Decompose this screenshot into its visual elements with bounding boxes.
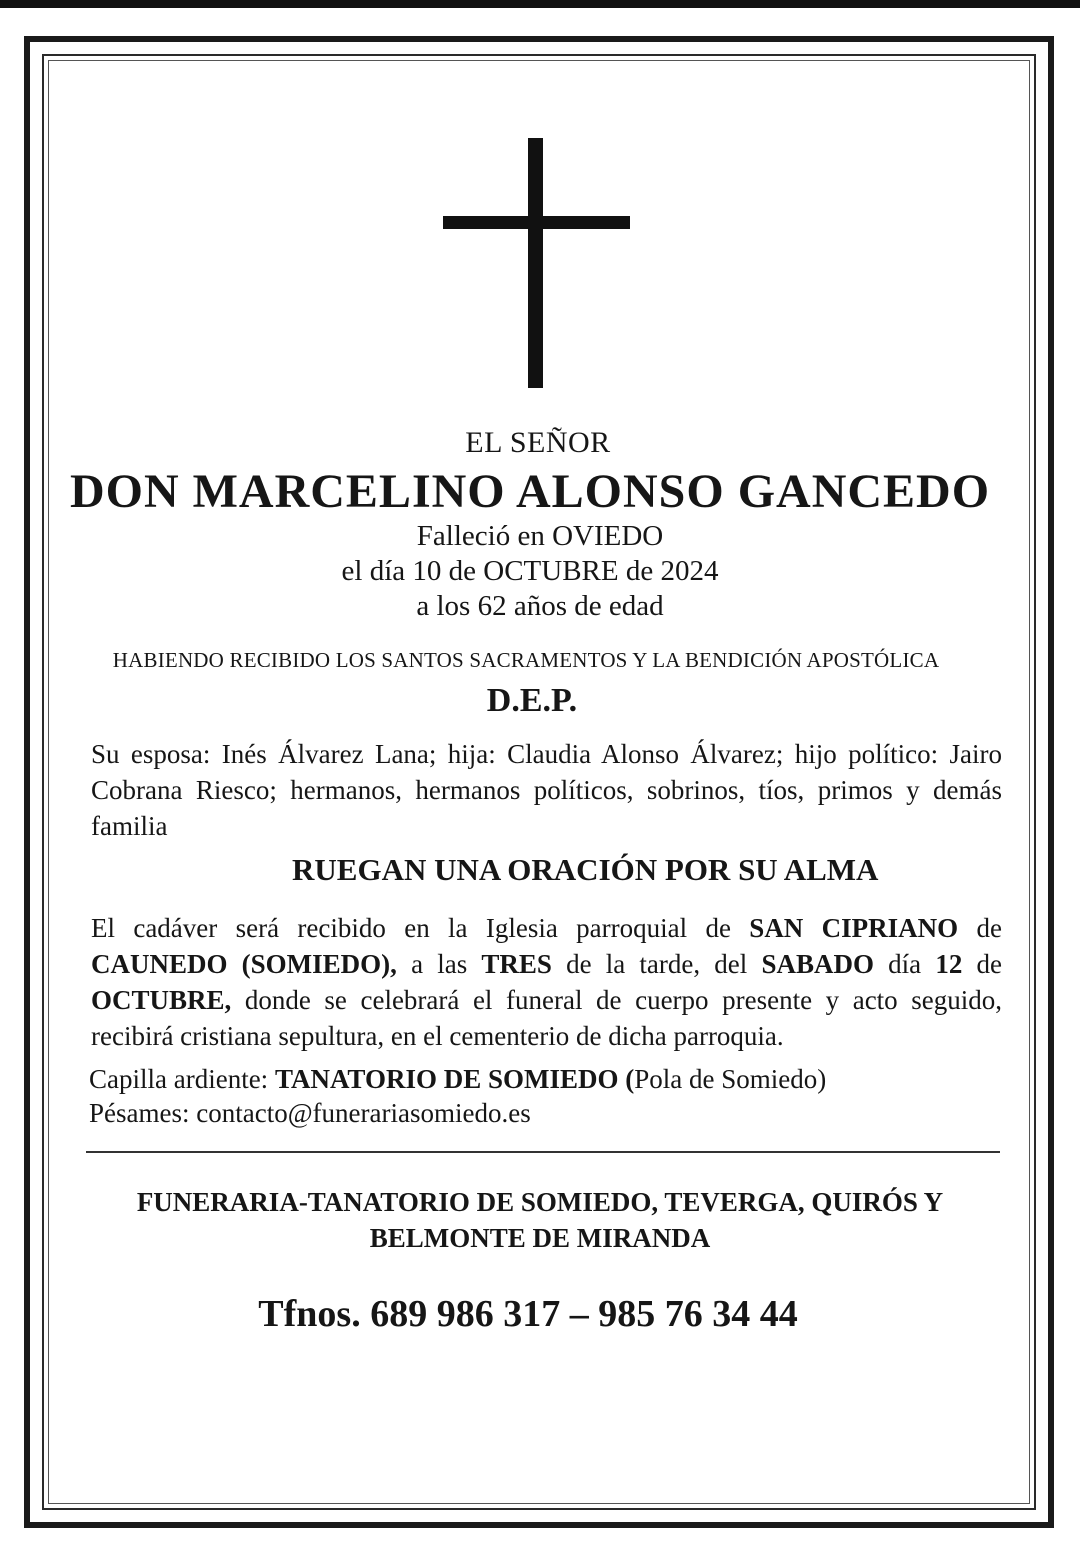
funeral-text: donde se celebrará el funeral de cuerpo presente y acto seguido, recibirá cristiana sepultura, en el cementerio de dicha parroquia. — [91, 985, 1002, 1051]
funeral-day: SABADO — [761, 949, 874, 979]
death-place: Falleció en OVIEDO — [416, 520, 664, 552]
deceased-name: DON MARCELINO ALONSO GANCEDO — [69, 465, 991, 518]
cross-icon — [0, 0, 1080, 400]
divider — [86, 1151, 1000, 1153]
chapel-paren: ( — [618, 1064, 635, 1094]
funeral-text: de — [958, 913, 1002, 943]
phone-numbers: Tfnos. 689 986 317 – 985 76 34 44 — [258, 1293, 798, 1335]
sacraments-line: HABIENDO RECIBIDO LOS SANTOS SACRAMENTOS Y LA BENDICIÓN APOSTÓLICA — [112, 648, 940, 672]
chapel-label: Capilla ardiente: — [89, 1064, 275, 1094]
church-place: CAUNEDO (SOMIEDO), — [91, 949, 397, 979]
funeral-daynum: 12 — [935, 949, 963, 979]
funeral-text: día — [874, 949, 936, 979]
funeral-text: El cadáver será recibido en la Iglesia parroquial de — [91, 913, 750, 943]
company-line-2: BELMONTE DE MIRANDA — [369, 1223, 711, 1253]
company-line-1: FUNERARIA-TANATORIO DE SOMIEDO, TEVERGA, QUIRÓS Y — [136, 1187, 944, 1217]
title-prefix: EL SEÑOR — [465, 426, 611, 459]
family-paragraph: Su esposa: Inés Álvarez Lana; hija: Claudia Alonso Álvarez; hijo político: Jairo Cobrana Riesco; hermanos, hermanos políticos, sobrinos, tíos, primos y demás familia — [91, 739, 1002, 841]
age: a los 62 años de edad — [416, 590, 664, 622]
company-name — [0, 1184, 1080, 1256]
cross-horizontal — [443, 216, 630, 229]
funeral-text: de la tarde, del — [551, 949, 762, 979]
funeral-month: OCTUBRE, — [91, 985, 232, 1015]
funeral-text: a las — [396, 949, 482, 979]
cross-vertical — [528, 138, 543, 388]
chapel-name: TANATORIO DE SOMIEDO — [274, 1064, 619, 1094]
chapel-info — [89, 1062, 826, 1130]
prayer-request: RUEGAN UNA ORACIÓN POR SU ALMA — [292, 852, 879, 887]
dep-text: D.E.P. — [486, 682, 578, 719]
funeral-hour: TRES — [481, 949, 552, 979]
condolences-line: Pésames: contacto@funerariasomiedo.es — [89, 1098, 531, 1128]
funeral-paragraph — [91, 910, 1002, 1054]
church-name: SAN CIPRIANO — [749, 913, 959, 943]
chapel-line — [89, 1062, 826, 1096]
chapel-location: Pola de Somiedo) — [634, 1064, 827, 1094]
funeral-text: de — [962, 949, 1002, 979]
death-date: el día 10 de OCTUBRE de 2024 — [341, 555, 719, 587]
